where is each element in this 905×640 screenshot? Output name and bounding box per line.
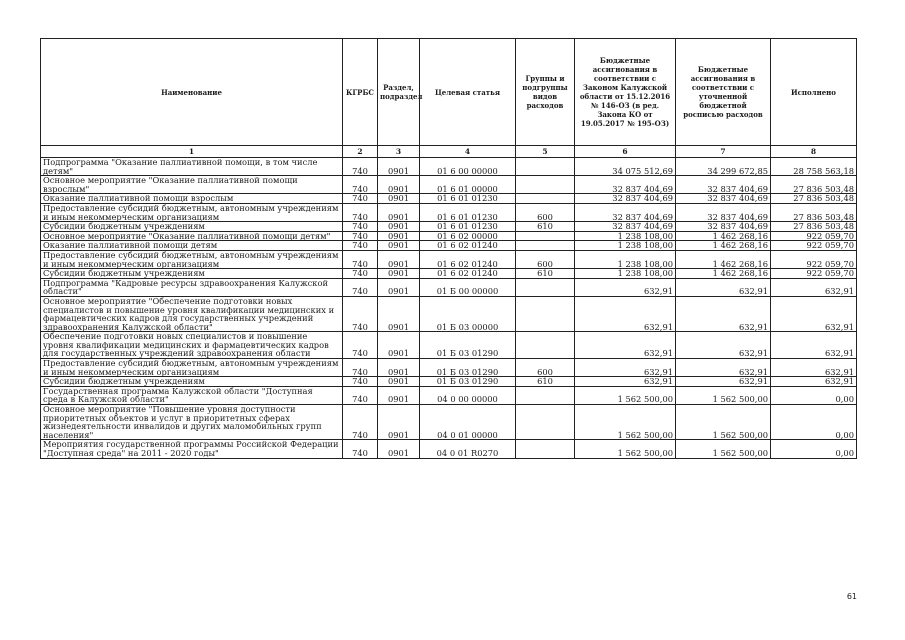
header-refined: Бюджетные ассигнования в соответствии с уточненной бюджетной росписью расходов	[676, 39, 771, 146]
row-target: 01 6 01 00000	[420, 176, 516, 194]
row-executed: 0,00	[771, 405, 857, 440]
row-approved: 34 075 512,69	[575, 158, 676, 176]
page-number: 61	[846, 592, 857, 601]
table-row	[41, 377, 857, 387]
row-target: 04 0 01 R0270	[420, 440, 516, 458]
row-target: 01 6 00 00000	[420, 158, 516, 176]
row-executed: 0,00	[771, 440, 857, 458]
row-kgrbs: 740	[343, 250, 378, 268]
row-name: Субсидии бюджетным учреждениям	[41, 269, 343, 279]
header-groups: Группы и подгруппы видов расходов	[516, 39, 575, 146]
table-row	[41, 241, 857, 251]
row-group	[516, 296, 575, 331]
row-section: 0901	[378, 296, 420, 331]
row-group	[516, 332, 575, 359]
row-target: 01 6 01 01230	[420, 222, 516, 232]
row-kgrbs: 740	[343, 203, 378, 221]
row-refined: 1 462 268,16	[676, 241, 771, 251]
row-group: 600	[516, 250, 575, 268]
column-number: 5	[516, 146, 575, 158]
row-refined: 1 462 268,16	[676, 231, 771, 241]
row-target: 04 0 00 00000	[420, 386, 516, 404]
row-group: 600	[516, 203, 575, 221]
row-approved: 32 837 404,69	[575, 176, 676, 194]
row-executed: 0,00	[771, 386, 857, 404]
row-refined: 1 562 500,00	[676, 386, 771, 404]
row-refined: 32 837 404,69	[676, 194, 771, 204]
header-kgrbs: КГРБС	[343, 39, 378, 146]
budget-table-sheet	[40, 38, 856, 459]
row-target: 01 6 01 01230	[420, 203, 516, 221]
row-name: Субсидии бюджетным учреждениям	[41, 377, 343, 387]
row-group	[516, 194, 575, 204]
row-group: 610	[516, 222, 575, 232]
table-row	[41, 278, 857, 296]
column-number: 1	[41, 146, 343, 158]
row-executed: 922 059,70	[771, 269, 857, 279]
row-group	[516, 278, 575, 296]
row-name: Подпрограмма "Оказание паллиативной помощи, в том числе детям"	[41, 158, 343, 176]
row-target: 01 6 02 00000	[420, 231, 516, 241]
row-group: 610	[516, 269, 575, 279]
column-number: 6	[575, 146, 676, 158]
row-section: 0901	[378, 241, 420, 251]
row-section: 0901	[378, 231, 420, 241]
table-row	[41, 250, 857, 268]
row-approved: 1 562 500,00	[575, 386, 676, 404]
row-group	[516, 405, 575, 440]
row-executed: 28 758 563,18	[771, 158, 857, 176]
row-section: 0901	[378, 269, 420, 279]
row-section: 0901	[378, 332, 420, 359]
row-group	[516, 158, 575, 176]
row-approved: 1 238 108,00	[575, 241, 676, 251]
row-section: 0901	[378, 222, 420, 232]
row-executed: 632,91	[771, 377, 857, 387]
row-kgrbs: 740	[343, 176, 378, 194]
row-executed: 632,91	[771, 278, 857, 296]
row-section: 0901	[378, 440, 420, 458]
row-name: Субсидии бюджетным учреждениям	[41, 222, 343, 232]
row-section: 0901	[378, 176, 420, 194]
row-refined: 34 299 672,85	[676, 158, 771, 176]
column-number: 8	[771, 146, 857, 158]
row-refined: 32 837 404,69	[676, 222, 771, 232]
table-row	[41, 332, 857, 359]
row-name: Основное мероприятие "Обеспечение подготовки новых специалистов и повышение уровня квалификации медицинских и фармацевтических кадров для государственных учреждений здравоохранения Калужской области"	[41, 296, 343, 331]
row-refined: 32 837 404,69	[676, 176, 771, 194]
row-section: 0901	[378, 405, 420, 440]
row-kgrbs: 740	[343, 158, 378, 176]
row-kgrbs: 740	[343, 231, 378, 241]
table-row	[41, 405, 857, 440]
row-refined: 1 462 268,16	[676, 269, 771, 279]
row-group	[516, 176, 575, 194]
row-name: Предоставление субсидий бюджетным, автономным учреждениям и иным некоммерческим организациям	[41, 250, 343, 268]
table-row	[41, 386, 857, 404]
row-approved: 1 238 108,00	[575, 269, 676, 279]
row-group	[516, 440, 575, 458]
row-group: 610	[516, 377, 575, 387]
row-target: 01 6 02 01240	[420, 250, 516, 268]
row-approved: 1 238 108,00	[575, 231, 676, 241]
row-kgrbs: 740	[343, 377, 378, 387]
row-name: Предоставление субсидий бюджетным, автономным учреждениям и иным некоммерческим организациям	[41, 359, 343, 377]
row-approved: 632,91	[575, 377, 676, 387]
row-kgrbs: 740	[343, 386, 378, 404]
row-name: Оказание паллиативной помощи детям	[41, 241, 343, 251]
row-refined: 632,91	[676, 377, 771, 387]
row-kgrbs: 740	[343, 241, 378, 251]
row-approved: 32 837 404,69	[575, 222, 676, 232]
row-executed: 27 836 503,48	[771, 222, 857, 232]
row-target: 01 Б 03 01290	[420, 332, 516, 359]
header-name: Наименование	[41, 39, 343, 146]
row-executed: 922 059,70	[771, 231, 857, 241]
row-group	[516, 386, 575, 404]
table-row	[41, 176, 857, 194]
row-executed: 922 059,70	[771, 241, 857, 251]
row-approved: 632,91	[575, 359, 676, 377]
row-refined: 1 562 500,00	[676, 440, 771, 458]
row-target: 01 6 02 01240	[420, 269, 516, 279]
budget-table	[40, 38, 857, 459]
table-row	[41, 269, 857, 279]
row-approved: 32 837 404,69	[575, 203, 676, 221]
row-group	[516, 231, 575, 241]
row-name: Предоставление субсидий бюджетным, автономным учреждениям и иным некоммерческим организациям	[41, 203, 343, 221]
row-kgrbs: 740	[343, 222, 378, 232]
table-row	[41, 203, 857, 221]
row-approved: 1 562 500,00	[575, 440, 676, 458]
row-target: 01 Б 03 00000	[420, 296, 516, 331]
row-name: Основное мероприятие "Повышение уровня доступности приоритетных объектов и услуг в приоритетных сферах жизнедеятельности инвалидов и других маломобильных групп населения"	[41, 405, 343, 440]
row-name: Основное мероприятие "Оказание паллиативной помощи детям"	[41, 231, 343, 241]
row-approved: 632,91	[575, 332, 676, 359]
row-executed: 27 836 503,48	[771, 176, 857, 194]
column-number: 4	[420, 146, 516, 158]
header-executed: Исполнено	[771, 39, 857, 146]
row-target: 01 6 01 01230	[420, 194, 516, 204]
column-number: 2	[343, 146, 378, 158]
row-target: 01 Б 03 01290	[420, 377, 516, 387]
row-kgrbs: 740	[343, 269, 378, 279]
row-refined: 632,91	[676, 332, 771, 359]
row-target: 01 Б 00 00000	[420, 278, 516, 296]
row-name: Основное мероприятие "Оказание паллиативной помощи взрослым"	[41, 176, 343, 194]
row-section: 0901	[378, 377, 420, 387]
row-approved: 32 837 404,69	[575, 194, 676, 204]
row-refined: 632,91	[676, 359, 771, 377]
row-approved: 632,91	[575, 278, 676, 296]
row-section: 0901	[378, 158, 420, 176]
column-number: 7	[676, 146, 771, 158]
row-section: 0901	[378, 359, 420, 377]
row-executed: 922 059,70	[771, 250, 857, 268]
header-target: Целевая статья	[420, 39, 516, 146]
row-kgrbs: 740	[343, 440, 378, 458]
row-approved: 1 562 500,00	[575, 405, 676, 440]
row-kgrbs: 740	[343, 296, 378, 331]
row-executed: 632,91	[771, 359, 857, 377]
row-approved: 632,91	[575, 296, 676, 331]
row-section: 0901	[378, 278, 420, 296]
row-refined: 632,91	[676, 296, 771, 331]
row-name: Оказание паллиативной помощи взрослым	[41, 194, 343, 204]
table-row	[41, 158, 857, 176]
table-row	[41, 296, 857, 331]
table-row	[41, 359, 857, 377]
table-row	[41, 222, 857, 232]
row-target: 01 6 02 01240	[420, 241, 516, 251]
row-executed: 632,91	[771, 296, 857, 331]
row-group: 600	[516, 359, 575, 377]
row-name: Мероприятия государственной программы Российской Федерации "Доступная среда" на 2011 - 2020 годы"	[41, 440, 343, 458]
row-section: 0901	[378, 386, 420, 404]
row-approved: 1 238 108,00	[575, 250, 676, 268]
row-executed: 632,91	[771, 332, 857, 359]
row-group	[516, 241, 575, 251]
row-refined: 1 462 268,16	[676, 250, 771, 268]
table-row	[41, 440, 857, 458]
row-kgrbs: 740	[343, 194, 378, 204]
column-number: 3	[378, 146, 420, 158]
row-kgrbs: 740	[343, 359, 378, 377]
row-name: Государственная программа Калужской области "Доступная среда в Калужской области"	[41, 386, 343, 404]
row-executed: 27 836 503,48	[771, 194, 857, 204]
row-refined: 632,91	[676, 278, 771, 296]
row-kgrbs: 740	[343, 332, 378, 359]
row-target: 04 0 01 00000	[420, 405, 516, 440]
row-executed: 27 836 503,48	[771, 203, 857, 221]
row-name: Обеспечение подготовки новых специалистов и повышение уровня квалификации медицинских и фармацевтических кадров для государственных учреждений здравоохранения области	[41, 332, 343, 359]
row-name: Подпрограмма "Кадровые ресурсы здравоохранения Калужской области"	[41, 278, 343, 296]
row-refined: 1 562 500,00	[676, 405, 771, 440]
row-section: 0901	[378, 203, 420, 221]
header-approved: Бюджетные ассигнования в соответствии с Законом Калужской области от 15.12.2016 № 146-ОЗ (в ред. Закона КО от 19.05.2017 № 195-ОЗ)	[575, 39, 676, 146]
row-kgrbs: 740	[343, 278, 378, 296]
row-target: 01 Б 03 01290	[420, 359, 516, 377]
row-kgrbs: 740	[343, 405, 378, 440]
row-refined: 32 837 404,69	[676, 203, 771, 221]
row-section: 0901	[378, 250, 420, 268]
header-section: Раздел, подраздел	[378, 39, 420, 146]
row-section: 0901	[378, 194, 420, 204]
table-body	[41, 158, 857, 459]
